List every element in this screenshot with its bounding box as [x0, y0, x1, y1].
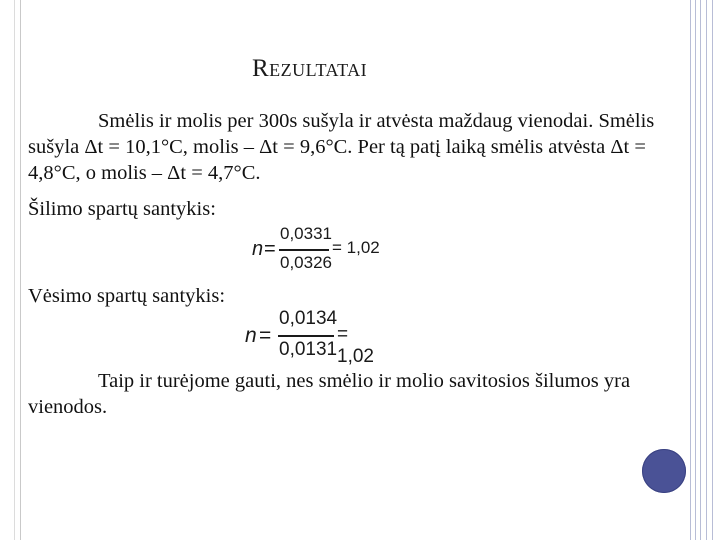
decorative-circle [642, 449, 686, 493]
fraction-bar [278, 335, 334, 337]
heating-ratio-label: Šilimo spartų santykis: [28, 198, 216, 220]
formula-numerator: 0,0331 [280, 224, 332, 243]
results-paragraph: Smėlis ir molis per 300s sušyla ir atvėsta maždaug vienodai. Smėlis sušyla Δt = 10,1°C, molis – Δt = 9,6°C. Per tą patį laiką smėlis atvėsta Δt = 4,8°C, o molis – Δt = 4,7°C. [28, 110, 655, 184]
heating-ratio-formula: n = 0,0331 0,0326 = 1,02 [252, 224, 380, 272]
formula-denominator: 0,0131 [279, 339, 338, 360]
slide-title: Rezultatai [252, 55, 368, 82]
formula-result: = 1,02 [332, 238, 380, 257]
formula-numerator: 0,0134 [279, 308, 338, 329]
left-border [0, 0, 21, 540]
conclusion-paragraph: Taip ir turėjome gauti, nes smėlio ir molio savitosios šilumos yra vienodos. [28, 370, 631, 418]
formula-symbol: n [252, 238, 264, 260]
formula-denominator: 0,0326 [280, 253, 332, 272]
cooling-ratio-formula: n = 0,0134 0,0131 = 1,02 [245, 308, 390, 360]
fraction-bar [279, 249, 329, 251]
formula-symbol: n [245, 324, 257, 347]
right-border [690, 0, 720, 540]
cooling-ratio-label: Vėsimo spartų santykis: [28, 285, 226, 307]
formula-result: = 1,02 [337, 324, 374, 367]
